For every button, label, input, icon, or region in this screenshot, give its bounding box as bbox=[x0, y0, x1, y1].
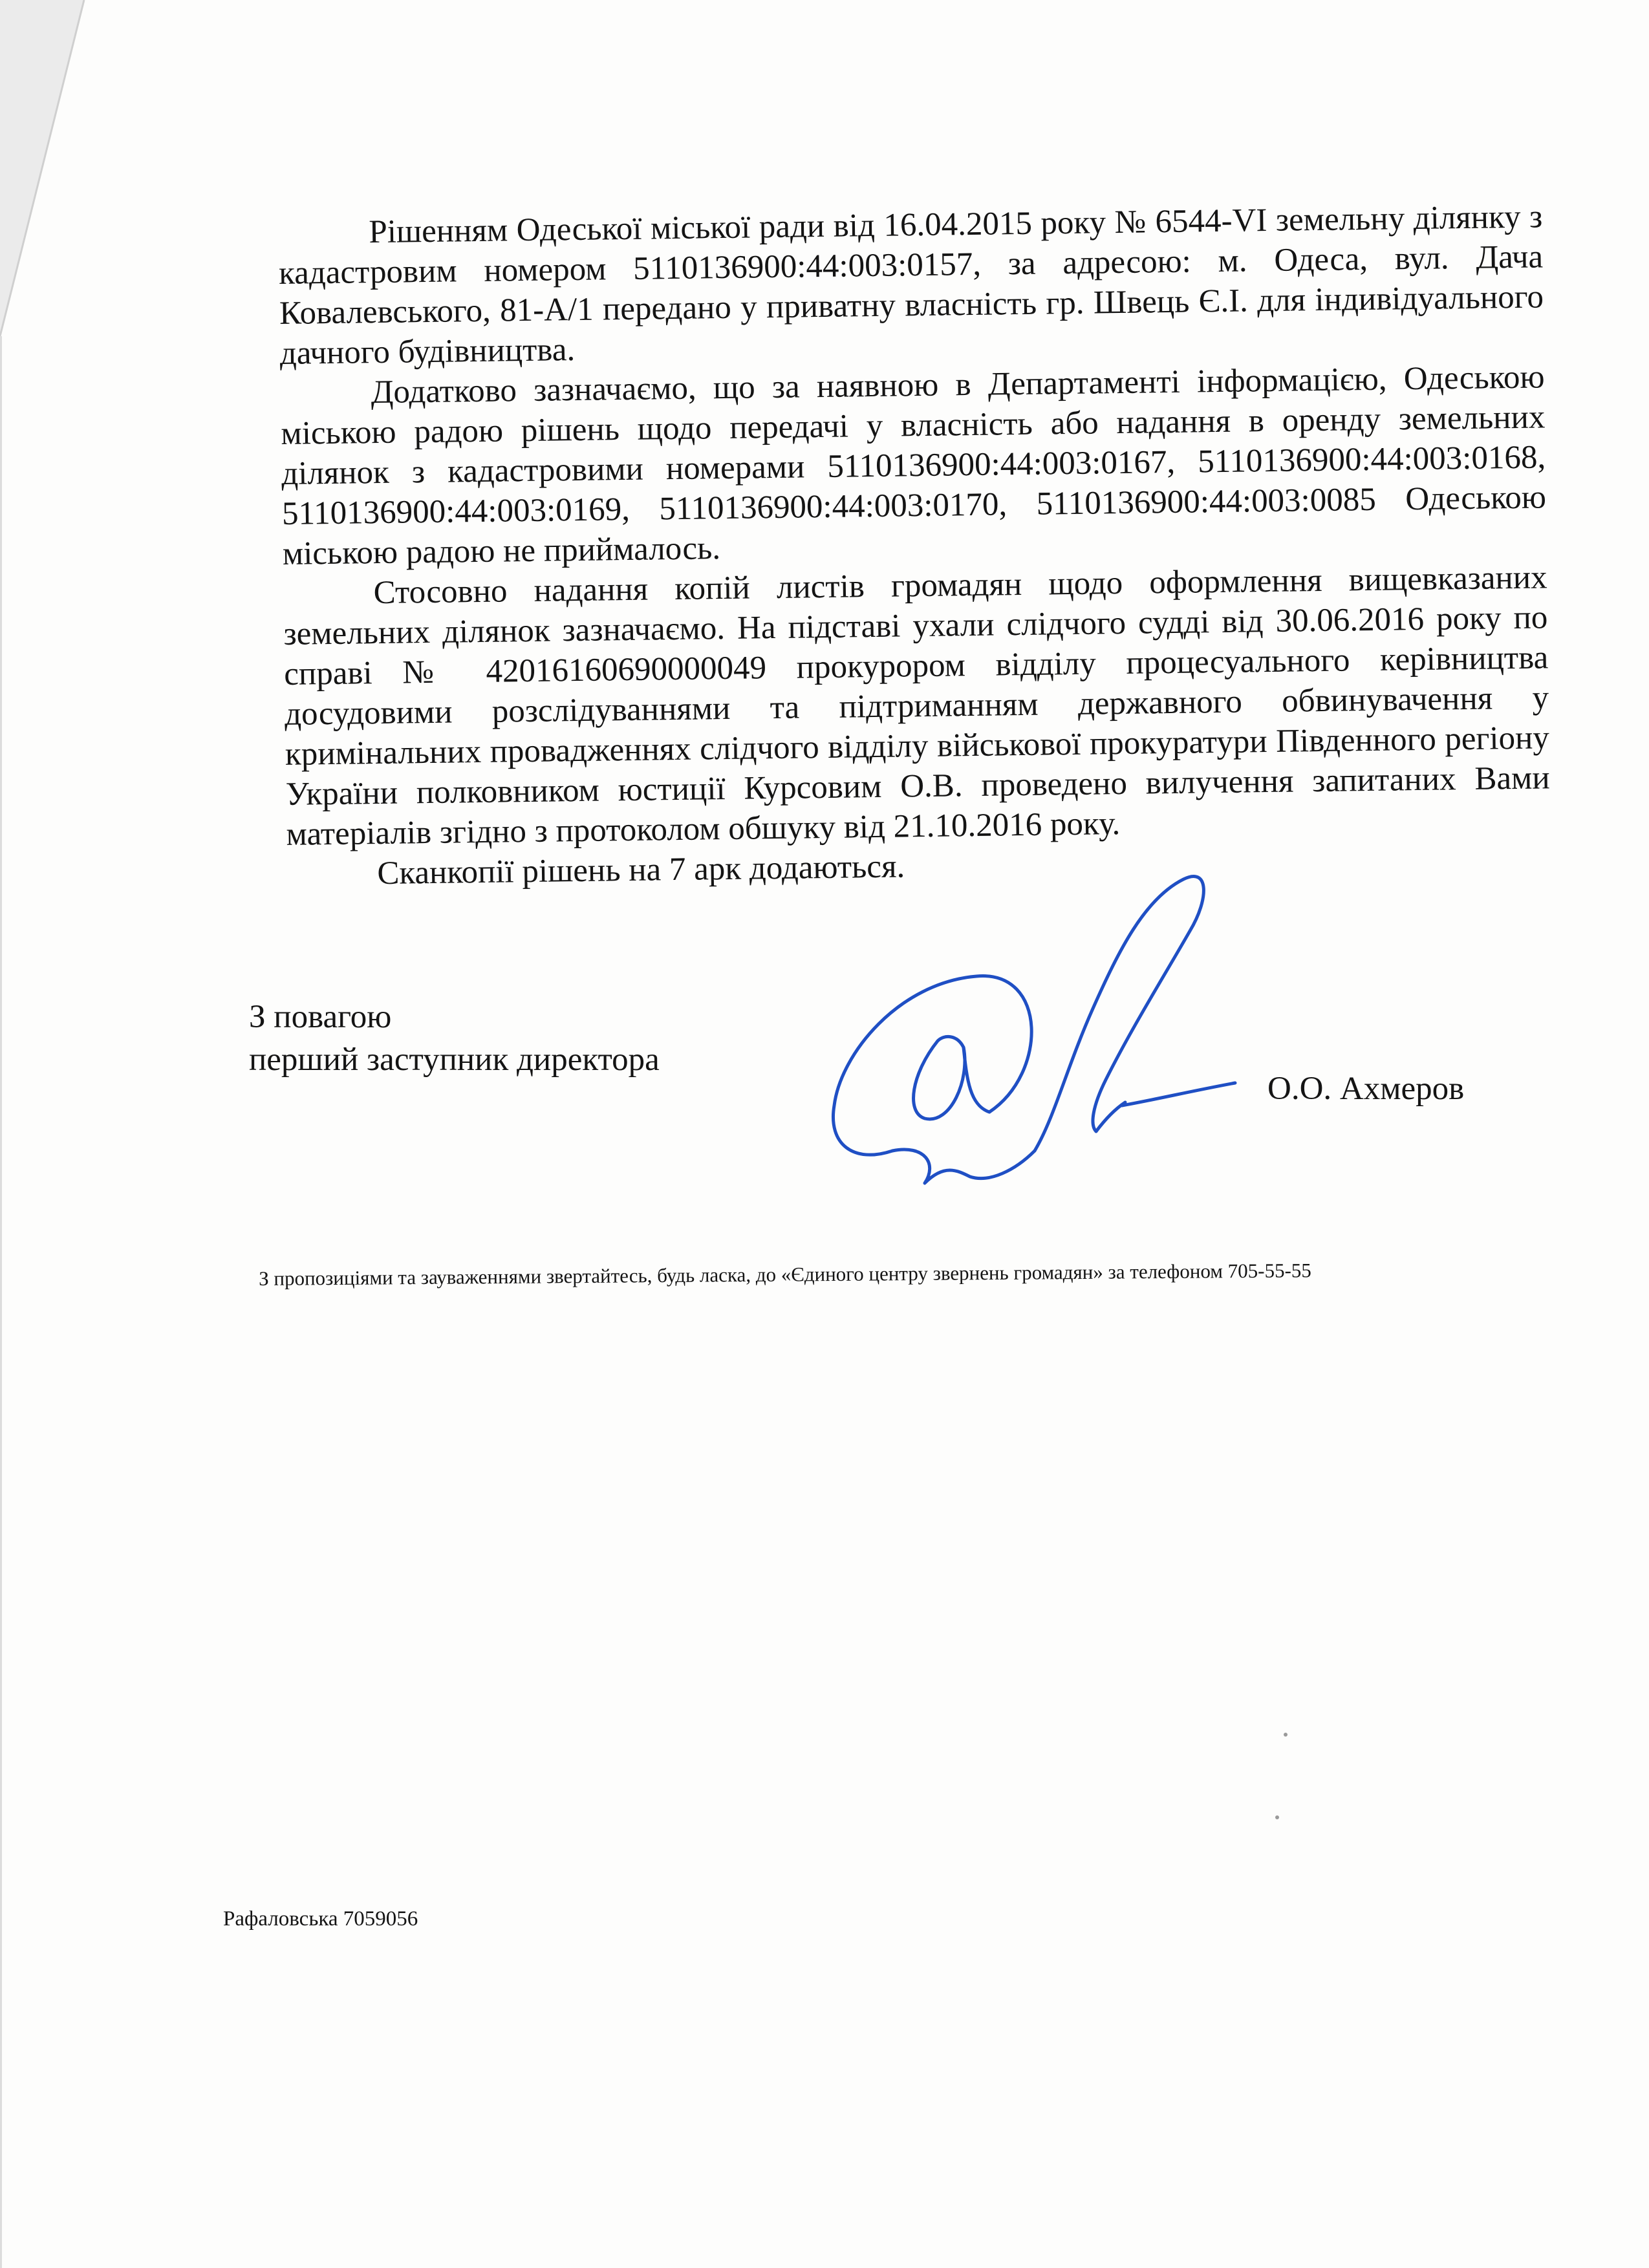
signer-name: О.О. Ахмеров bbox=[1267, 1071, 1465, 1107]
paragraph-additional-info: Додатково зазначаємо, що за наявною в Департаменті інформацією, Одеською міською радою рішень щодо передачі у власність або надання в оренду земельних ділянок з кадастровими номерами 5110136900:44:003:0167, 5110136900:44:003:0168, 5110136900:44:003:0169, 5110136900:44:003:0170, 5110136900:44:003:0085 Одеською міською радою не приймалось. bbox=[281, 359, 1547, 572]
handwritten-signature bbox=[744, 860, 1255, 1222]
closing-regards: З повагою bbox=[249, 999, 392, 1035]
paragraph-copies-seizure: Стосовно надання копій листів громадян щодо оформлення вищевказаних земельних ділянок зазначаємо. На підставі ухали слідчого судді від 30.06.2016 року по справі № 42016160690000049 прокурором відділу процесуального керівництва досудовими розслідуваннями та підтриманням державного обвинувачення у кримінальних провадженнях слідчого відділу військової прокуратури Південного регіону України полковником юстиції Курсовим О.В. проведено вилучення запитаних Вами матеріалів згідно з протоколом обшуку від 21.10.2016 року. bbox=[283, 559, 1550, 853]
paragraph-attachments: Сканкопії рішень на 7 арк додаються. bbox=[377, 848, 905, 892]
letter-body bbox=[278, 197, 1551, 894]
contact-center-note: З пропозиціями та зауваженнями звертайтесь, будь ласка, до «Єдиного центру звернень громадян» за телефоном 705-55-55 bbox=[259, 1259, 1311, 1290]
signer-position: перший заступник директора bbox=[249, 1042, 660, 1078]
closing-block bbox=[249, 996, 660, 1081]
paragraph-land-transfer: Рішенням Одеської міської ради від 16.04.2015 року № 6544-VI земельну ділянку з кадастровим номером 5110136900:44:003:0157, за адресою: м. Одеса, вул. Дача Ковалевського, 81-А/1 передано у приватну власність гр. Швець Є.І. для індивідуального дачного будівництва. bbox=[278, 198, 1544, 372]
executor-contact: Рафаловська 7059056 bbox=[223, 1907, 418, 1931]
scan-speck bbox=[1275, 1815, 1279, 1819]
scan-speck bbox=[1284, 1733, 1288, 1737]
